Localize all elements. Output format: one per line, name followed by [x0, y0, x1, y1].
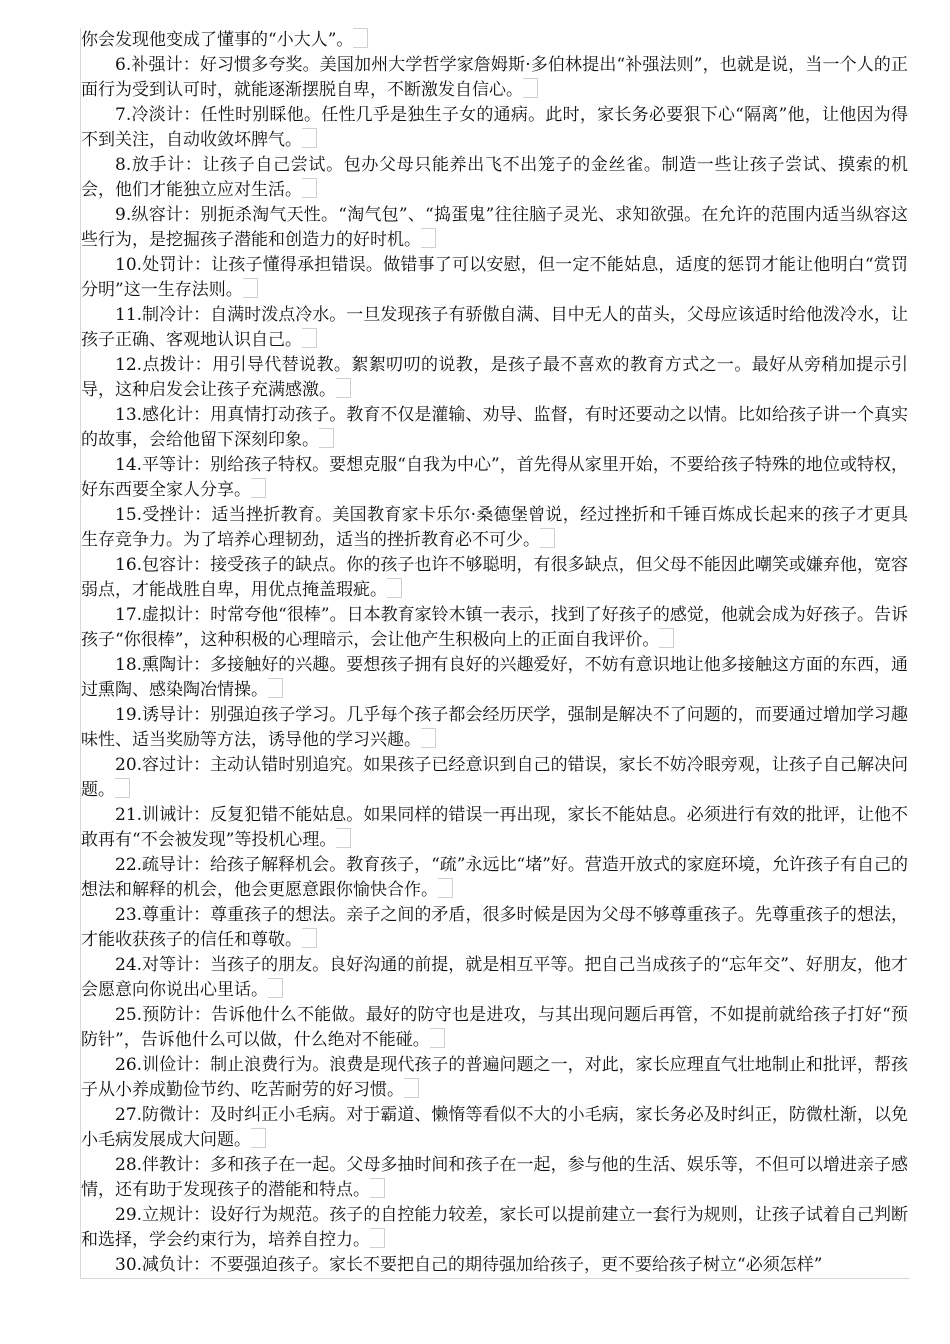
paragraph-19: 19.诱导计：别强迫孩子学习。几乎每个孩子都会经历厌学，强制是解决不了问题的，而要通过增加学习趣味性、适当奖励等方法，诱导他的学习兴趣。	[80, 703, 910, 753]
paragraph-23: 23.尊重计：尊重孩子的想法。亲子之间的矛盾，很多时候是因为父母不够尊重孩子。先尊重孩子的想法，才能收获孩子的信任和尊敬。	[80, 903, 910, 953]
document-page	[80, 28, 910, 1279]
paragraph-6: 6.补强计：好习惯多夸奖。美国加州大学哲学家詹姆斯·多伯林提出“补强法则”，也就是说，当一个人的正面行为受到认可时，就能逐渐摆脱自卑，不断激发自信心。	[80, 53, 910, 103]
paragraph-11: 11.制冷计：自满时泼点冷水。一旦发现孩子有骄傲自满、目中无人的苗头，父母应该适时给他泼冷水，让孩子正确、客观地认识自己。	[80, 303, 910, 353]
paragraph-20: 20.容过计：主动认错时别追究。如果孩子已经意识到自己的错误，家长不妨冷眼旁观，让孩子自己解决问题。	[80, 753, 910, 803]
paragraph-24: 24.对等计：当孩子的朋友。良好沟通的前提，就是相互平等。把自己当成孩子的“忘年交”、好朋友，他才会愿意向你说出心里话。	[80, 953, 910, 1003]
paragraph-30: 30.减负计：不要强迫孩子。家长不要把自己的期待强加给孩子，更不要给孩子树立“必须怎样”	[80, 1253, 910, 1279]
paragraph-28: 28.伴教计：多和孩子在一起。父母多抽时间和孩子在一起，参与他的生活、娱乐等，不但可以增进亲子感情，还有助于发现孩子的潜能和特点。	[80, 1153, 910, 1203]
paragraph-22: 22.疏导计：给孩子解释机会。教育孩子，“疏”永远比“堵”好。营造开放式的家庭环境，允许孩子有自己的想法和解释的机会，他会更愿意跟你愉快合作。	[80, 853, 910, 903]
paragraph-10: 10.处罚计：让孩子懂得承担错误。做错事了可以安慰，但一定不能姑息，适度的惩罚才能让他明白“赏罚分明”这一生存法则。	[80, 253, 910, 303]
paragraph-5-end: 你会发现他变成了懂事的“小大人”。	[80, 28, 910, 53]
paragraph-16: 16.包容计：接受孩子的缺点。你的孩子也许不够聪明，有很多缺点，但父母不能因此嘲笑或嫌弃他，宽容弱点，才能战胜自卑，用优点掩盖瑕疵。	[80, 553, 910, 603]
paragraph-17: 17.虚拟计：时常夸他“很棒”。日本教育家铃木镇一表示，找到了好孩子的感觉，他就会成为好孩子。告诉孩子“你很棒”，这种积极的心理暗示，会让他产生积极向上的正面自我评价。	[80, 603, 910, 653]
paragraph-18: 18.熏陶计：多接触好的兴趣。要想孩子拥有良好的兴趣爱好，不妨有意识地让他多接触这方面的东西，通过熏陶、感染陶冶情操。	[80, 653, 910, 703]
paragraph-27: 27.防微计：及时纠正小毛病。对于霸道、懒惰等看似不大的小毛病，家长务必及时纠正，防微杜渐，以免小毛病发展成大问题。	[80, 1103, 910, 1153]
paragraph-25: 25.预防计：告诉他什么不能做。最好的防守也是进攻，与其出现问题后再管，不如提前就给孩子打好“预防针”，告诉他什么可以做，什么绝对不能碰。	[80, 1003, 910, 1053]
paragraph-26: 26.训俭计：制止浪费行为。浪费是现代孩子的普遍问题之一，对此，家长应理直气壮地制止和批评，帮孩子从小养成勤俭节约、吃苦耐劳的好习惯。	[80, 1053, 910, 1103]
paragraph-12: 12.点拨计：用引导代替说教。絮絮叨叨的说教，是孩子最不喜欢的教育方式之一。最好从旁稍加提示引导，这种启发会让孩子充满感激。	[80, 353, 910, 403]
paragraph-21: 21.训诫计：反复犯错不能姑息。如果同样的错误一再出现，家长不能姑息。必须进行有效的批评，让他不敢再有“不会被发现”等投机心理。	[80, 803, 910, 853]
paragraph-7: 7.冷淡计：任性时别睬他。任性几乎是独生子女的通病。此时，家长务必要狠下心“隔离”他，让他因为得不到关注，自动收敛坏脾气。	[80, 103, 910, 153]
paragraph-15: 15.受挫计：适当挫折教育。美国教育家卡乐尔·桑德堡曾说，经过挫折和千锤百炼成长起来的孩子才更具生存竞争力。为了培养心理韧劲，适当的挫折教育必不可少。	[80, 503, 910, 553]
paragraph-29: 29.立规计：设好行为规范。孩子的自控能力较差，家长可以提前建立一套行为规则，让孩子试着自己判断和选择，学会约束行为，培养自控力。	[80, 1203, 910, 1253]
paragraph-9: 9.纵容计：别扼杀淘气天性。“淘气包”、“捣蛋鬼”往往脑子灵光、求知欲强。在允许的范围内适当纵容这些行为，是挖掘孩子潜能和创造力的好时机。	[80, 203, 910, 253]
paragraph-13: 13.感化计：用真情打动孩子。教育不仅是灌输、劝导、监督，有时还要动之以情。比如给孩子讲一个真实的故事，会给他留下深刻印象。	[80, 403, 910, 453]
paragraph-8: 8.放手计：让孩子自己尝试。包办父母只能养出飞不出笼子的金丝雀。制造一些让孩子尝试、摸索的机会，他们才能独立应对生活。	[80, 153, 910, 203]
paragraph-14: 14.平等计：别给孩子特权。要想克服“自我为中心”，首先得从家里开始，不要给孩子特殊的地位或特权，好东西要全家人分享。	[80, 453, 910, 503]
